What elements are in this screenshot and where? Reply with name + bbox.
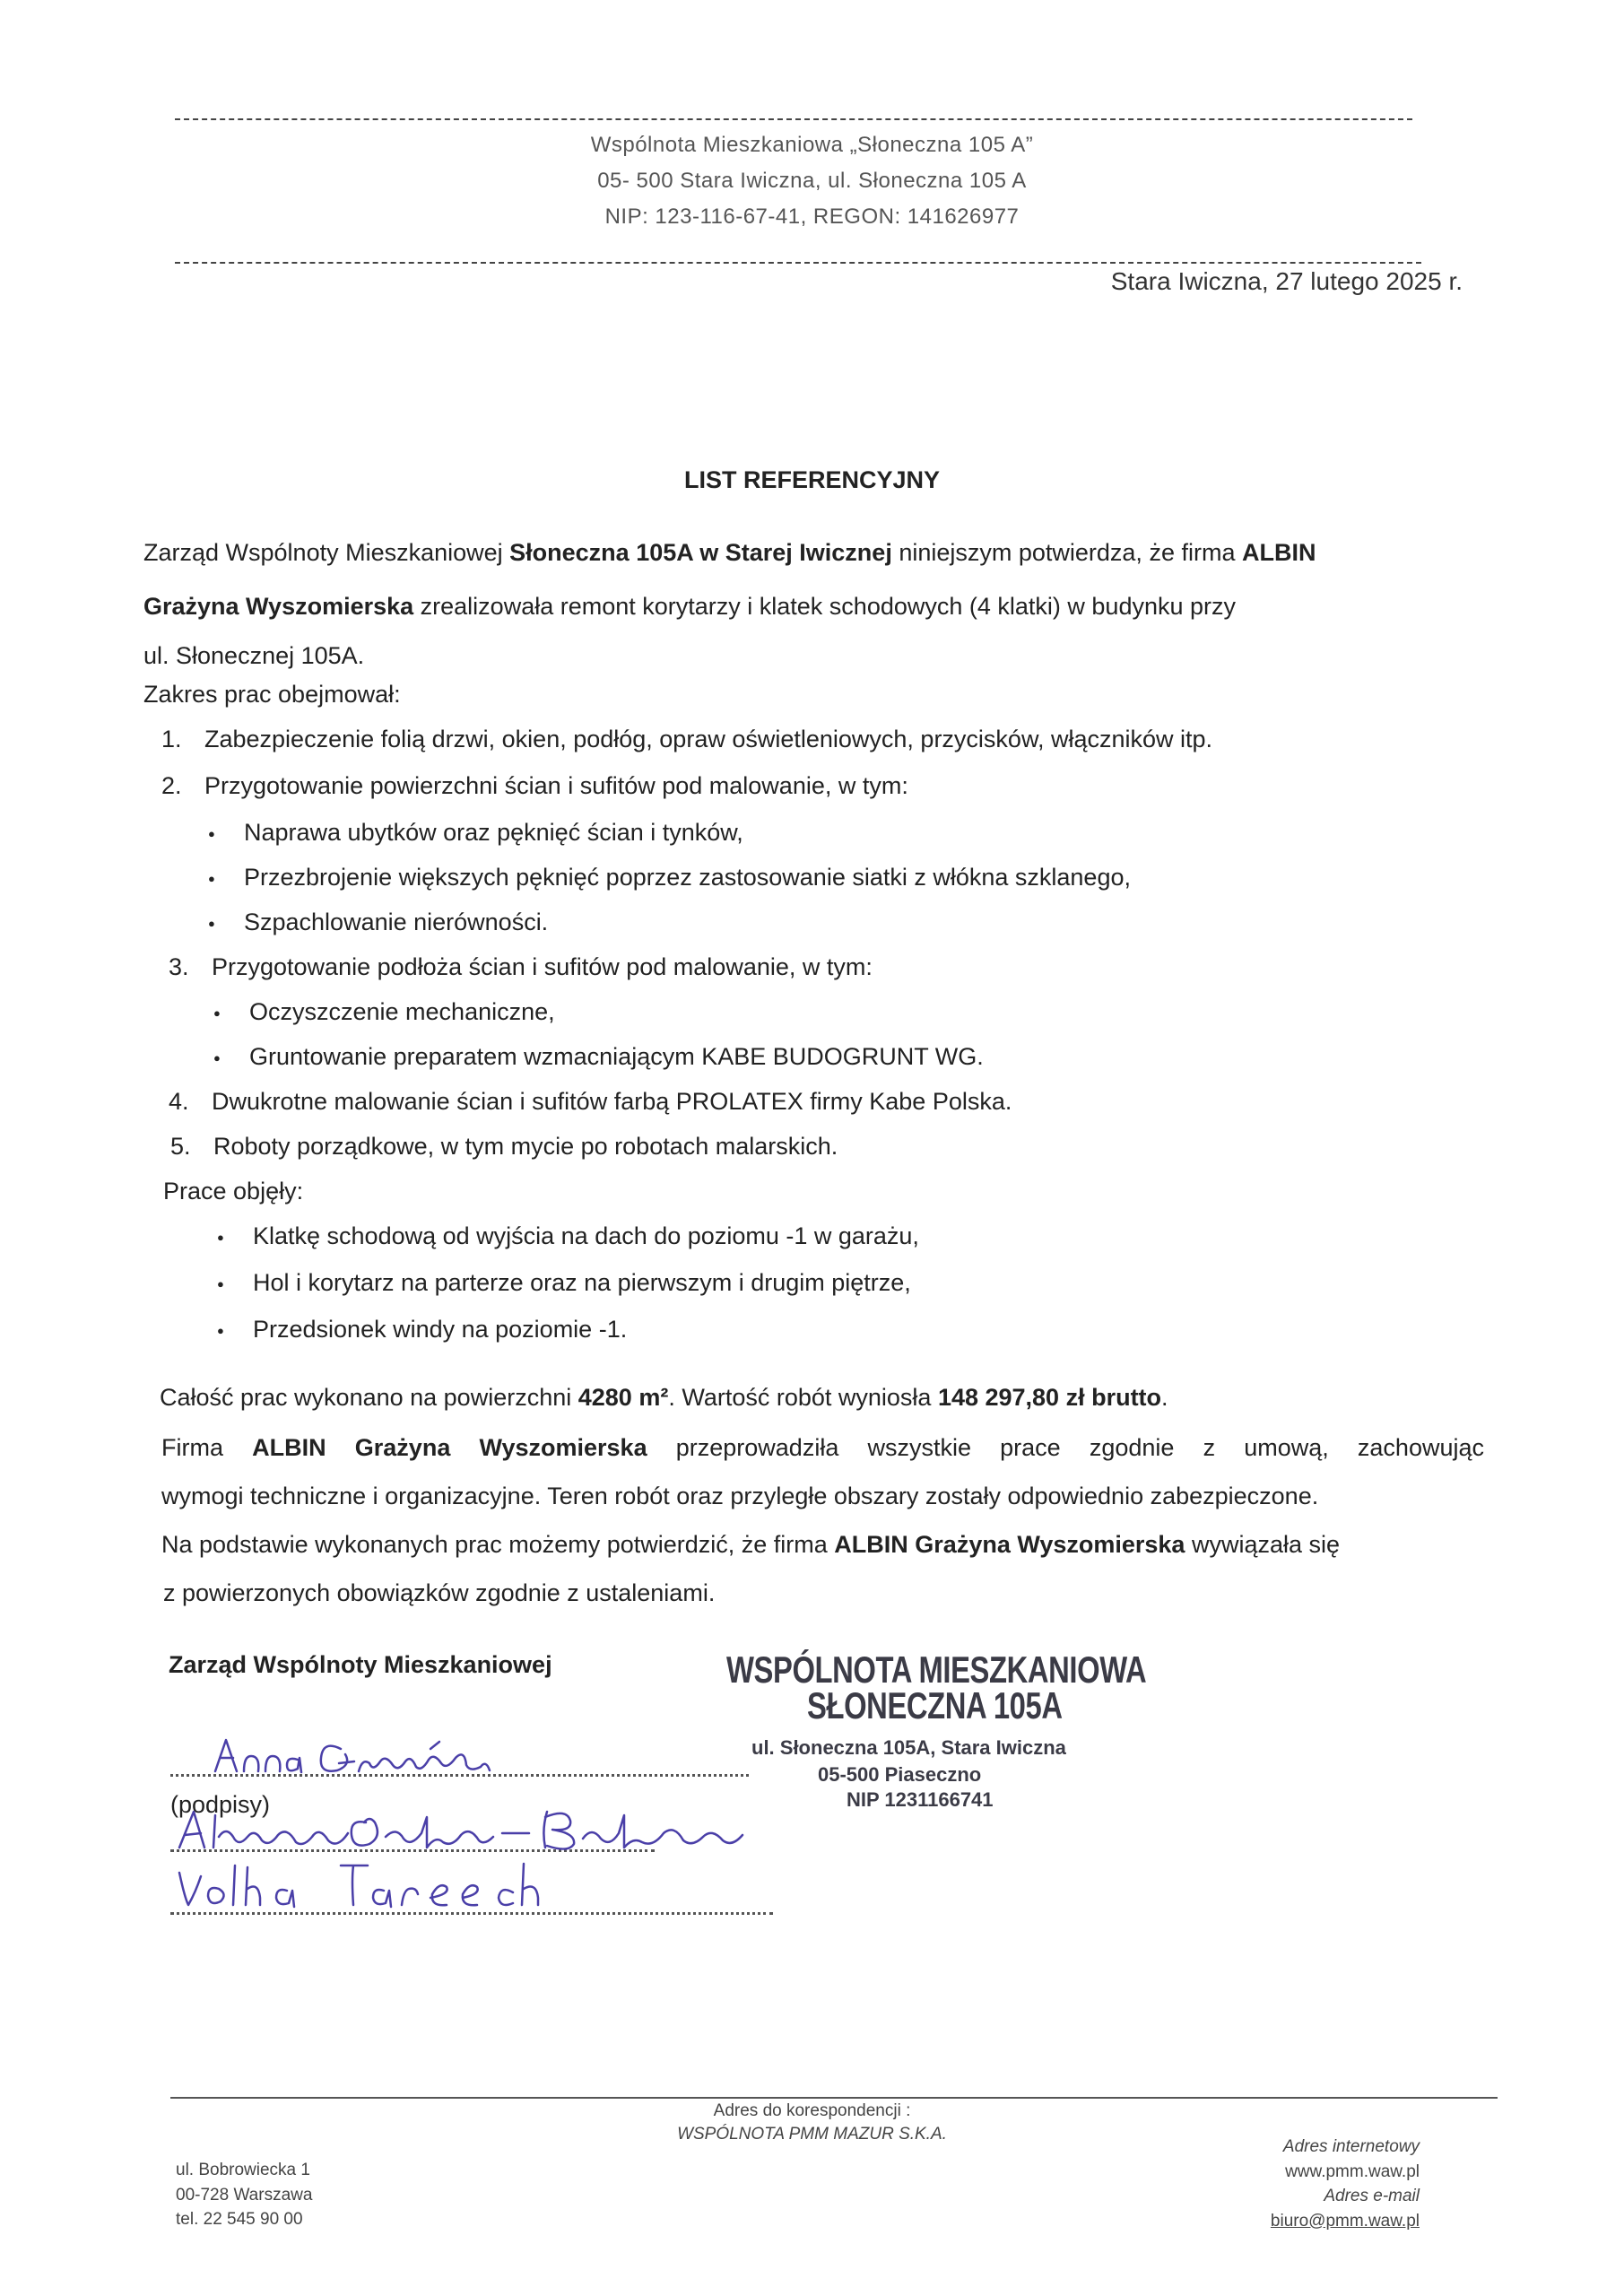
intro-line-2: Grażyna Wyszomierska zrealizowała remont korytarzy i klatek schodowych (4 klatki) w budynku przy	[143, 593, 1236, 620]
list-item: 1. Zabezpieczenie folią drzwi, okien, podłóg, opraw oświetleniowych, przycisków, włączników itp.	[161, 726, 1213, 752]
list-item: 4. Dwukrotne malowanie ścian i sufitów farbą PROLATEX firmy Kabe Polska.	[169, 1088, 1012, 1115]
summary-line-3: wymogi techniczne i organizacyjne. Teren robót oraz przyległe obszary zostały odpowiednio zabezpieczone.	[161, 1483, 1319, 1509]
header-line-1: Wspólnota Mieszkaniowa „Słoneczna 105 A”	[590, 133, 1034, 157]
stamp-line-3: ul. Słoneczna 105A, Stara Iwiczna	[751, 1736, 1066, 1759]
address-phone: tel. 22 545 90 00	[176, 2210, 303, 2230]
correspondence-label: Adres do korespondencji :	[713, 2101, 911, 2120]
list-item: ● Przedsionek windy na poziomie -1.	[253, 1315, 627, 1344]
signature-2	[179, 1812, 743, 1849]
footer-address	[176, 2158, 312, 2232]
list-item: ● Gruntowanie preparatem wzmacniającym KABE BUDOGRUNT WG.	[249, 1042, 984, 1071]
mail-link: biuro@pmm.waw.pl	[1270, 2211, 1420, 2231]
web-link: www.pmm.waw.pl	[1285, 2161, 1420, 2181]
intro-line-3: ul. Słonecznej 105A.	[143, 642, 365, 669]
footer-contact	[1271, 2135, 1420, 2233]
signature-1	[215, 1740, 490, 1772]
header-line-2: 05- 500 Stara Iwiczna, ul. Słoneczna 105 A	[597, 169, 1027, 193]
board-label: Zarząd Wspólnoty Mieszkaniowej	[169, 1651, 552, 1678]
list-item: ● Klatkę schodową od wyjścia na dach do poziomu -1 w garażu,	[253, 1222, 919, 1250]
mail-label: Adres e-mail	[1324, 2187, 1420, 2206]
list-item: ● Oczyszczenie mechaniczne,	[249, 997, 555, 1026]
handwritten-signatures	[161, 1722, 807, 1928]
address-street: ul. Bobrowiecka 1	[176, 2161, 310, 2179]
summary-line-5: z powierzonych obowiązków zgodnie z ustaleniami.	[163, 1579, 716, 1606]
correspondence-name: WSPÓLNOTA PMM MAZUR S.K.A.	[677, 2125, 947, 2144]
list-item: ● Naprawa ubytków oraz pęknięć ścian i tynków,	[244, 818, 743, 847]
document-date: Stara Iwiczna, 27 lutego 2025 r.	[1110, 267, 1463, 295]
stamp-line-1: WSPÓLNOTA MIESZKANIOWA	[726, 1648, 1147, 1691]
list-item: ● Przezbrojenie większych pęknięć poprzez zastosowanie siatki z włókna szklanego,	[244, 863, 1131, 891]
stamp-line-2: SŁONECZNA 105A	[807, 1684, 1063, 1726]
signatures-caption: (podpisy)	[170, 1791, 271, 1818]
intro-line-1: Zarząd Wspólnoty Mieszkaniowej Słoneczna 105A w Starej Iwicznej niniejszym potwierdza, że firma ALBIN	[143, 539, 1316, 566]
web-label: Adres internetowy	[1282, 2137, 1420, 2156]
summary-line-1: Całość prac wykonano na powierzchni 4280 m². Wartość robót wyniosła 148 297,80 zł brutto.	[160, 1384, 1168, 1411]
summary-line-2: Firma ALBIN Grażyna Wyszomierska przeprowadziła wszystkie prace zgodnie z umową, zachowując	[161, 1434, 1484, 1461]
document-title: LIST REFERENCYJNY	[683, 466, 941, 493]
scope-label: Zakres prac obejmował:	[143, 681, 401, 708]
header-line-3: NIP: 123-116-67-41, REGON: 141626977	[604, 204, 1020, 229]
list-item: 2. Przygotowanie powierzchni ścian i sufitów pod malowanie, w tym:	[161, 772, 908, 799]
list-item: 5. Roboty porządkowe, w tym mycie po robotach malarskich.	[170, 1133, 838, 1160]
signature-3	[179, 1864, 538, 1907]
stamp-line-4: 05-500 Piaseczno	[818, 1763, 982, 1786]
covered-label: Prace objęły:	[163, 1178, 304, 1205]
header-bottom-rule	[175, 262, 1421, 264]
summary-line-4: Na podstawie wykonanych prac możemy potwierdzić, że firma ALBIN Grażyna Wyszomierska wywiązała się	[161, 1531, 1341, 1558]
header-top-rule	[175, 118, 1412, 120]
list-item: 3. Przygotowanie podłoża ścian i sufitów pod malowanie, w tym:	[169, 953, 873, 980]
list-item: ● Szpachlowanie nierówności.	[244, 908, 548, 936]
address-city: 00-728 Warszawa	[176, 2185, 313, 2205]
stamp-line-5: NIP 1231166741	[847, 1788, 994, 1811]
list-item: ● Hol i korytarz na parterze oraz na pierwszym i drugim piętrze,	[253, 1268, 911, 1297]
